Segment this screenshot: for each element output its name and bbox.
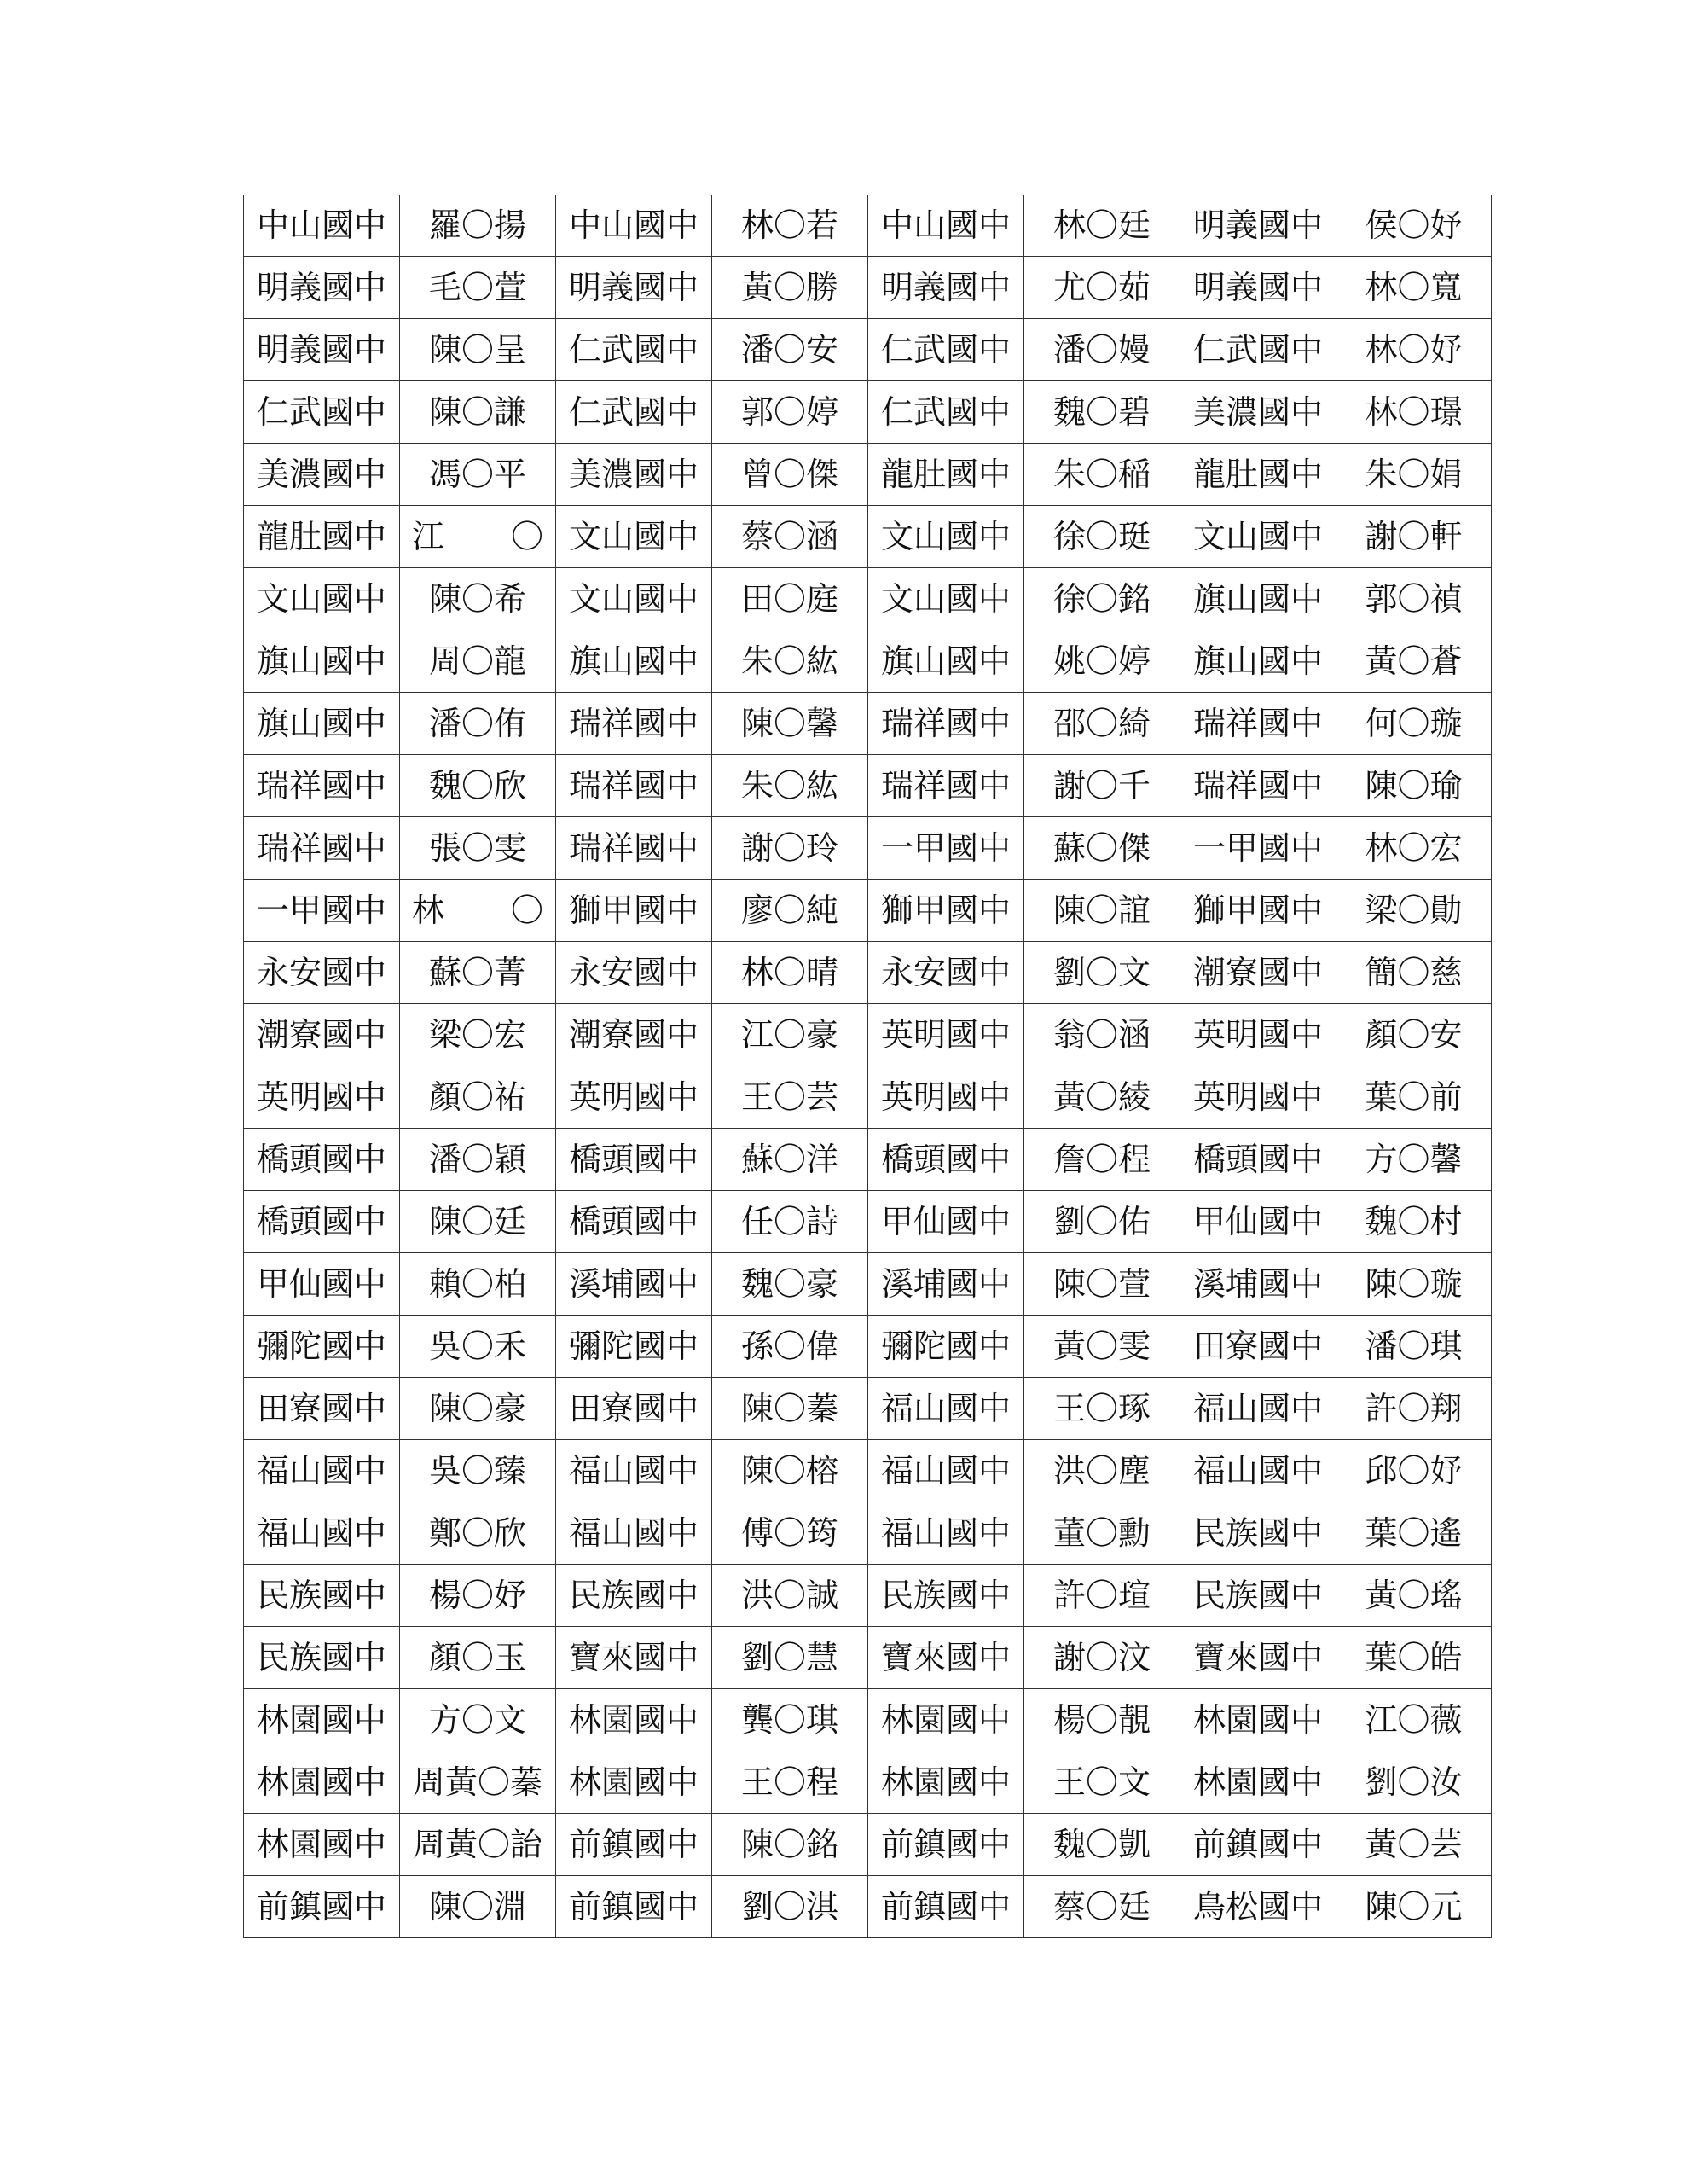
school-name-cell: 甲仙國中 bbox=[1180, 1191, 1336, 1253]
student-name-cell: 毛〇萱 bbox=[400, 257, 556, 319]
student-roster-table bbox=[243, 195, 1492, 1938]
school-name-cell: 彌陀國中 bbox=[556, 1316, 712, 1378]
school-name-cell: 龍肚國中 bbox=[868, 444, 1024, 506]
table-row bbox=[244, 257, 1492, 319]
student-name-cell: 陳〇誼 bbox=[1024, 880, 1180, 942]
student-name-cell: 魏〇凱 bbox=[1024, 1814, 1180, 1876]
student-name-cell: 江〇薇 bbox=[1336, 1689, 1492, 1751]
table-row bbox=[244, 195, 1492, 257]
student-name-cell: 江 〇 bbox=[400, 506, 556, 568]
student-name-cell: 黃〇綾 bbox=[1024, 1066, 1180, 1129]
student-name-cell: 郭〇婷 bbox=[712, 381, 868, 444]
school-name-cell: 橋頭國中 bbox=[556, 1129, 712, 1191]
school-name-cell: 瑞祥國中 bbox=[868, 755, 1024, 817]
table-row bbox=[244, 1066, 1492, 1129]
school-name-cell: 潮寮國中 bbox=[1180, 942, 1336, 1004]
school-name-cell: 橋頭國中 bbox=[244, 1191, 400, 1253]
table-row bbox=[244, 1440, 1492, 1502]
student-name-cell: 林〇寬 bbox=[1336, 257, 1492, 319]
student-name-cell: 王〇文 bbox=[1024, 1751, 1180, 1814]
school-name-cell: 民族國中 bbox=[556, 1565, 712, 1627]
student-name-cell: 翁〇涵 bbox=[1024, 1004, 1180, 1066]
school-name-cell: 福山國中 bbox=[244, 1440, 400, 1502]
table-row bbox=[244, 506, 1492, 568]
student-name-cell: 鄭〇欣 bbox=[400, 1502, 556, 1565]
school-name-cell: 獅甲國中 bbox=[1180, 880, 1336, 942]
school-name-cell: 林園國中 bbox=[1180, 1751, 1336, 1814]
student-name-cell: 陳〇淵 bbox=[400, 1876, 556, 1938]
school-name-cell: 田寮國中 bbox=[244, 1378, 400, 1440]
table-row bbox=[244, 817, 1492, 880]
school-name-cell: 彌陀國中 bbox=[868, 1316, 1024, 1378]
student-name-cell: 賴〇柏 bbox=[400, 1253, 556, 1316]
school-name-cell: 獅甲國中 bbox=[556, 880, 712, 942]
student-name-cell: 潘〇安 bbox=[712, 319, 868, 381]
student-name-cell: 林〇宏 bbox=[1336, 817, 1492, 880]
student-name-cell: 傅〇筠 bbox=[712, 1502, 868, 1565]
student-name-cell: 周〇龍 bbox=[400, 630, 556, 693]
student-name-cell: 黃〇瑤 bbox=[1336, 1565, 1492, 1627]
school-name-cell: 寶來國中 bbox=[868, 1627, 1024, 1689]
school-name-cell: 文山國中 bbox=[244, 568, 400, 630]
school-name-cell: 中山國中 bbox=[868, 195, 1024, 257]
school-name-cell: 甲仙國中 bbox=[868, 1191, 1024, 1253]
student-name-cell: 黃〇雯 bbox=[1024, 1316, 1180, 1378]
table-row bbox=[244, 444, 1492, 506]
school-name-cell: 龍肚國中 bbox=[1180, 444, 1336, 506]
student-name-cell: 邵〇綺 bbox=[1024, 693, 1180, 755]
student-name-cell: 楊〇靚 bbox=[1024, 1689, 1180, 1751]
student-name-cell: 魏〇欣 bbox=[400, 755, 556, 817]
school-name-cell: 英明國中 bbox=[868, 1066, 1024, 1129]
school-name-cell: 明義國中 bbox=[244, 319, 400, 381]
school-name-cell: 寶來國中 bbox=[1180, 1627, 1336, 1689]
school-name-cell: 田寮國中 bbox=[556, 1378, 712, 1440]
student-name-cell: 潘〇侑 bbox=[400, 693, 556, 755]
student-name-cell: 朱〇紘 bbox=[712, 755, 868, 817]
student-name-cell: 馮〇平 bbox=[400, 444, 556, 506]
school-name-cell: 瑞祥國中 bbox=[868, 693, 1024, 755]
table-row bbox=[244, 1378, 1492, 1440]
school-name-cell: 龍肚國中 bbox=[244, 506, 400, 568]
school-name-cell: 林園國中 bbox=[556, 1751, 712, 1814]
school-name-cell: 前鎮國中 bbox=[244, 1876, 400, 1938]
school-name-cell: 仁武國中 bbox=[244, 381, 400, 444]
student-name-cell: 任〇詩 bbox=[712, 1191, 868, 1253]
school-name-cell: 福山國中 bbox=[1180, 1378, 1336, 1440]
table-row bbox=[244, 755, 1492, 817]
student-name-cell: 黃〇芸 bbox=[1336, 1814, 1492, 1876]
roster-body bbox=[244, 195, 1492, 1938]
student-name-cell: 蘇〇傑 bbox=[1024, 817, 1180, 880]
student-name-cell: 邱〇妤 bbox=[1336, 1440, 1492, 1502]
student-name-cell: 何〇璇 bbox=[1336, 693, 1492, 755]
school-name-cell: 文山國中 bbox=[556, 506, 712, 568]
student-name-cell: 魏〇村 bbox=[1336, 1191, 1492, 1253]
school-name-cell: 寶來國中 bbox=[556, 1627, 712, 1689]
student-name-cell: 龔〇琪 bbox=[712, 1689, 868, 1751]
student-name-cell: 梁〇宏 bbox=[400, 1004, 556, 1066]
school-name-cell: 溪埔國中 bbox=[868, 1253, 1024, 1316]
school-name-cell: 瑞祥國中 bbox=[244, 817, 400, 880]
school-name-cell: 一甲國中 bbox=[868, 817, 1024, 880]
student-name-cell: 潘〇穎 bbox=[400, 1129, 556, 1191]
student-name-cell: 王〇芸 bbox=[712, 1066, 868, 1129]
student-name-cell: 謝〇汶 bbox=[1024, 1627, 1180, 1689]
student-name-cell: 吳〇臻 bbox=[400, 1440, 556, 1502]
school-name-cell: 美濃國中 bbox=[1180, 381, 1336, 444]
student-name-cell: 陳〇萱 bbox=[1024, 1253, 1180, 1316]
student-name-cell: 陳〇謙 bbox=[400, 381, 556, 444]
school-name-cell: 瑞祥國中 bbox=[244, 755, 400, 817]
school-name-cell: 獅甲國中 bbox=[868, 880, 1024, 942]
student-name-cell: 林〇璟 bbox=[1336, 381, 1492, 444]
student-name-cell: 陳〇蓁 bbox=[712, 1378, 868, 1440]
school-name-cell: 英明國中 bbox=[556, 1066, 712, 1129]
school-name-cell: 橋頭國中 bbox=[244, 1129, 400, 1191]
student-name-cell: 魏〇碧 bbox=[1024, 381, 1180, 444]
student-name-cell: 洪〇塵 bbox=[1024, 1440, 1180, 1502]
school-name-cell: 文山國中 bbox=[868, 568, 1024, 630]
school-name-cell: 民族國中 bbox=[244, 1627, 400, 1689]
school-name-cell: 文山國中 bbox=[868, 506, 1024, 568]
school-name-cell: 溪埔國中 bbox=[556, 1253, 712, 1316]
school-name-cell: 前鎮國中 bbox=[1180, 1814, 1336, 1876]
student-name-cell: 蔡〇涵 bbox=[712, 506, 868, 568]
school-name-cell: 明義國中 bbox=[1180, 257, 1336, 319]
student-name-cell: 潘〇琪 bbox=[1336, 1316, 1492, 1378]
student-name-cell: 許〇翔 bbox=[1336, 1378, 1492, 1440]
student-name-cell: 黃〇勝 bbox=[712, 257, 868, 319]
school-name-cell: 旗山國中 bbox=[244, 630, 400, 693]
table-row bbox=[244, 381, 1492, 444]
school-name-cell: 甲仙國中 bbox=[244, 1253, 400, 1316]
school-name-cell: 民族國中 bbox=[868, 1565, 1024, 1627]
school-name-cell: 瑞祥國中 bbox=[1180, 755, 1336, 817]
school-name-cell: 溪埔國中 bbox=[1180, 1253, 1336, 1316]
school-name-cell: 民族國中 bbox=[1180, 1565, 1336, 1627]
student-name-cell: 林〇若 bbox=[712, 195, 868, 257]
school-name-cell: 明義國中 bbox=[556, 257, 712, 319]
school-name-cell: 永安國中 bbox=[556, 942, 712, 1004]
student-name-cell: 蘇〇菁 bbox=[400, 942, 556, 1004]
school-name-cell: 橋頭國中 bbox=[868, 1129, 1024, 1191]
school-name-cell: 福山國中 bbox=[556, 1502, 712, 1565]
school-name-cell: 前鎮國中 bbox=[868, 1876, 1024, 1938]
student-name-cell: 梁〇勛 bbox=[1336, 880, 1492, 942]
student-name-cell: 王〇琢 bbox=[1024, 1378, 1180, 1440]
student-name-cell: 王〇程 bbox=[712, 1751, 868, 1814]
student-name-cell: 洪〇誠 bbox=[712, 1565, 868, 1627]
table-row bbox=[244, 942, 1492, 1004]
school-name-cell: 英明國中 bbox=[1180, 1066, 1336, 1129]
school-name-cell: 林園國中 bbox=[244, 1689, 400, 1751]
student-name-cell: 吳〇禾 bbox=[400, 1316, 556, 1378]
table-row bbox=[244, 1502, 1492, 1565]
school-name-cell: 福山國中 bbox=[1180, 1440, 1336, 1502]
school-name-cell: 前鎮國中 bbox=[556, 1876, 712, 1938]
school-name-cell: 英明國中 bbox=[1180, 1004, 1336, 1066]
student-name-cell: 侯〇妤 bbox=[1336, 195, 1492, 257]
school-name-cell: 林園國中 bbox=[244, 1751, 400, 1814]
student-name-cell: 謝〇軒 bbox=[1336, 506, 1492, 568]
school-name-cell: 田寮國中 bbox=[1180, 1316, 1336, 1378]
student-name-cell: 陳〇廷 bbox=[400, 1191, 556, 1253]
table-row bbox=[244, 1565, 1492, 1627]
student-name-cell: 林〇妤 bbox=[1336, 319, 1492, 381]
student-name-cell: 陳〇馨 bbox=[712, 693, 868, 755]
student-name-cell: 魏〇豪 bbox=[712, 1253, 868, 1316]
school-name-cell: 鳥松國中 bbox=[1180, 1876, 1336, 1938]
student-name-cell: 林 〇 bbox=[400, 880, 556, 942]
school-name-cell: 一甲國中 bbox=[1180, 817, 1336, 880]
student-name-cell: 陳〇豪 bbox=[400, 1378, 556, 1440]
student-name-cell: 顏〇祐 bbox=[400, 1066, 556, 1129]
table-row bbox=[244, 693, 1492, 755]
student-name-cell: 陳〇璇 bbox=[1336, 1253, 1492, 1316]
school-name-cell: 中山國中 bbox=[556, 195, 712, 257]
student-name-cell: 田〇庭 bbox=[712, 568, 868, 630]
student-name-cell: 徐〇珽 bbox=[1024, 506, 1180, 568]
school-name-cell: 林園國中 bbox=[1180, 1689, 1336, 1751]
student-name-cell: 陳〇呈 bbox=[400, 319, 556, 381]
table-row bbox=[244, 1004, 1492, 1066]
school-name-cell: 福山國中 bbox=[244, 1502, 400, 1565]
student-name-cell: 陳〇銘 bbox=[712, 1814, 868, 1876]
school-name-cell: 永安國中 bbox=[868, 942, 1024, 1004]
school-name-cell: 一甲國中 bbox=[244, 880, 400, 942]
student-name-cell: 謝〇玲 bbox=[712, 817, 868, 880]
school-name-cell: 旗山國中 bbox=[1180, 568, 1336, 630]
student-name-cell: 蔡〇廷 bbox=[1024, 1876, 1180, 1938]
student-name-cell: 顏〇安 bbox=[1336, 1004, 1492, 1066]
student-name-cell: 潘〇嫚 bbox=[1024, 319, 1180, 381]
student-name-cell: 曾〇傑 bbox=[712, 444, 868, 506]
school-name-cell: 英明國中 bbox=[244, 1066, 400, 1129]
table-row bbox=[244, 319, 1492, 381]
school-name-cell: 文山國中 bbox=[1180, 506, 1336, 568]
table-row bbox=[244, 1689, 1492, 1751]
school-name-cell: 林園國中 bbox=[868, 1689, 1024, 1751]
school-name-cell: 仁武國中 bbox=[868, 319, 1024, 381]
student-name-cell: 林〇廷 bbox=[1024, 195, 1180, 257]
student-name-cell: 孫〇偉 bbox=[712, 1316, 868, 1378]
table-row bbox=[244, 1627, 1492, 1689]
student-name-cell: 劉〇汝 bbox=[1336, 1751, 1492, 1814]
school-name-cell: 橋頭國中 bbox=[556, 1191, 712, 1253]
school-name-cell: 林園國中 bbox=[244, 1814, 400, 1876]
school-name-cell: 文山國中 bbox=[556, 568, 712, 630]
table-row bbox=[244, 1316, 1492, 1378]
school-name-cell: 旗山國中 bbox=[556, 630, 712, 693]
school-name-cell: 瑞祥國中 bbox=[1180, 693, 1336, 755]
school-name-cell: 彌陀國中 bbox=[244, 1316, 400, 1378]
student-name-cell: 林〇晴 bbox=[712, 942, 868, 1004]
student-name-cell: 葉〇皓 bbox=[1336, 1627, 1492, 1689]
school-name-cell: 民族國中 bbox=[244, 1565, 400, 1627]
school-name-cell: 英明國中 bbox=[868, 1004, 1024, 1066]
table-row bbox=[244, 1876, 1492, 1938]
student-name-cell: 張〇雯 bbox=[400, 817, 556, 880]
student-name-cell: 尤〇茹 bbox=[1024, 257, 1180, 319]
student-name-cell: 葉〇遙 bbox=[1336, 1502, 1492, 1565]
school-name-cell: 潮寮國中 bbox=[556, 1004, 712, 1066]
student-name-cell: 蘇〇洋 bbox=[712, 1129, 868, 1191]
student-name-cell: 周黃〇蓁 bbox=[400, 1751, 556, 1814]
student-name-cell: 簡〇慈 bbox=[1336, 942, 1492, 1004]
school-name-cell: 民族國中 bbox=[1180, 1502, 1336, 1565]
school-name-cell: 瑞祥國中 bbox=[556, 817, 712, 880]
student-name-cell: 郭〇禎 bbox=[1336, 568, 1492, 630]
student-name-cell: 詹〇程 bbox=[1024, 1129, 1180, 1191]
school-name-cell: 林園國中 bbox=[868, 1751, 1024, 1814]
table-row bbox=[244, 1751, 1492, 1814]
table-row bbox=[244, 630, 1492, 693]
school-name-cell: 明義國中 bbox=[1180, 195, 1336, 257]
student-name-cell: 楊〇妤 bbox=[400, 1565, 556, 1627]
student-name-cell: 朱〇稲 bbox=[1024, 444, 1180, 506]
school-name-cell: 旗山國中 bbox=[244, 693, 400, 755]
school-name-cell: 仁武國中 bbox=[868, 381, 1024, 444]
table-row bbox=[244, 1253, 1492, 1316]
table-row bbox=[244, 568, 1492, 630]
student-name-cell: 黃〇蒼 bbox=[1336, 630, 1492, 693]
school-name-cell: 美濃國中 bbox=[556, 444, 712, 506]
student-name-cell: 顏〇玉 bbox=[400, 1627, 556, 1689]
school-name-cell: 美濃國中 bbox=[244, 444, 400, 506]
student-name-cell: 葉〇前 bbox=[1336, 1066, 1492, 1129]
student-name-cell: 劉〇淇 bbox=[712, 1876, 868, 1938]
student-name-cell: 江〇豪 bbox=[712, 1004, 868, 1066]
school-name-cell: 瑞祥國中 bbox=[556, 755, 712, 817]
school-name-cell: 前鎮國中 bbox=[556, 1814, 712, 1876]
school-name-cell: 福山國中 bbox=[868, 1440, 1024, 1502]
school-name-cell: 明義國中 bbox=[244, 257, 400, 319]
student-name-cell: 劉〇佑 bbox=[1024, 1191, 1180, 1253]
student-name-cell: 朱〇娟 bbox=[1336, 444, 1492, 506]
student-name-cell: 陳〇瑜 bbox=[1336, 755, 1492, 817]
school-name-cell: 前鎮國中 bbox=[868, 1814, 1024, 1876]
school-name-cell: 仁武國中 bbox=[556, 319, 712, 381]
student-name-cell: 姚〇婷 bbox=[1024, 630, 1180, 693]
school-name-cell: 仁武國中 bbox=[556, 381, 712, 444]
school-name-cell: 瑞祥國中 bbox=[556, 693, 712, 755]
school-name-cell: 永安國中 bbox=[244, 942, 400, 1004]
school-name-cell: 明義國中 bbox=[868, 257, 1024, 319]
school-name-cell: 旗山國中 bbox=[868, 630, 1024, 693]
student-name-cell: 劉〇文 bbox=[1024, 942, 1180, 1004]
school-name-cell: 橋頭國中 bbox=[1180, 1129, 1336, 1191]
student-name-cell: 周黃〇詒 bbox=[400, 1814, 556, 1876]
school-name-cell: 潮寮國中 bbox=[244, 1004, 400, 1066]
school-name-cell: 仁武國中 bbox=[1180, 319, 1336, 381]
table-row bbox=[244, 880, 1492, 942]
school-name-cell: 福山國中 bbox=[868, 1502, 1024, 1565]
student-name-cell: 陳〇元 bbox=[1336, 1876, 1492, 1938]
student-name-cell: 劉〇慧 bbox=[712, 1627, 868, 1689]
school-name-cell: 福山國中 bbox=[868, 1378, 1024, 1440]
table-row bbox=[244, 1129, 1492, 1191]
student-name-cell: 陳〇希 bbox=[400, 568, 556, 630]
school-name-cell: 中山國中 bbox=[244, 195, 400, 257]
school-name-cell: 林園國中 bbox=[556, 1689, 712, 1751]
student-name-cell: 廖〇純 bbox=[712, 880, 868, 942]
student-name-cell: 方〇馨 bbox=[1336, 1129, 1492, 1191]
student-name-cell: 謝〇千 bbox=[1024, 755, 1180, 817]
student-name-cell: 徐〇銘 bbox=[1024, 568, 1180, 630]
school-name-cell: 旗山國中 bbox=[1180, 630, 1336, 693]
table-row bbox=[244, 1814, 1492, 1876]
student-name-cell: 方〇文 bbox=[400, 1689, 556, 1751]
school-name-cell: 福山國中 bbox=[556, 1440, 712, 1502]
student-name-cell: 朱〇紘 bbox=[712, 630, 868, 693]
student-name-cell: 董〇勳 bbox=[1024, 1502, 1180, 1565]
student-name-cell: 陳〇榕 bbox=[712, 1440, 868, 1502]
student-name-cell: 羅〇揚 bbox=[400, 195, 556, 257]
student-name-cell: 許〇瑄 bbox=[1024, 1565, 1180, 1627]
table-row bbox=[244, 1191, 1492, 1253]
